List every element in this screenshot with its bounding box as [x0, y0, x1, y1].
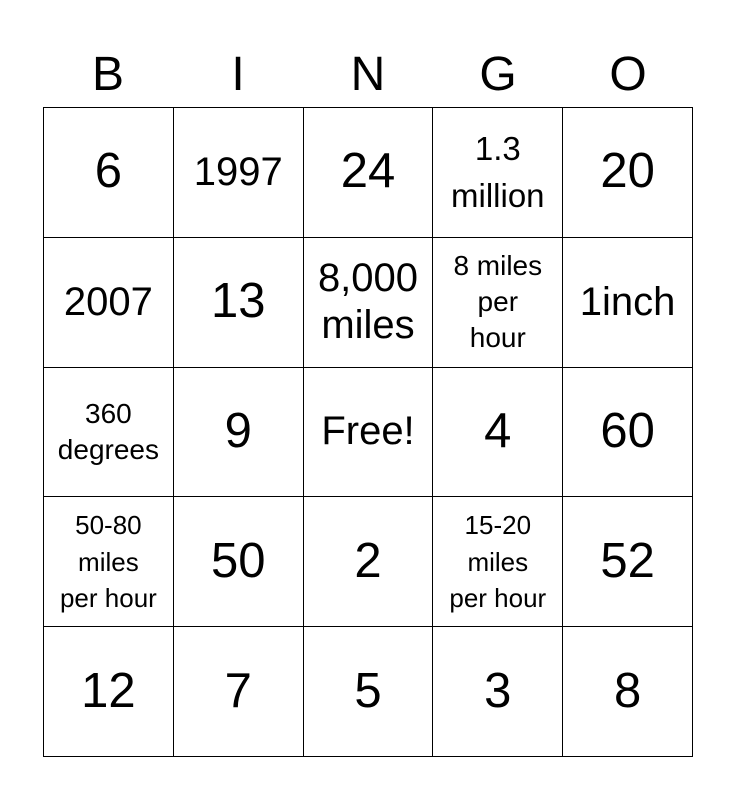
bingo-cell[interactable]: 1inch: [563, 238, 693, 368]
bingo-cell[interactable]: 1.3 million: [433, 108, 563, 238]
bingo-cell[interactable]: 50-80 miles per hour: [44, 497, 174, 627]
bingo-cell[interactable]: 8,000 miles: [304, 238, 434, 368]
bingo-cell[interactable]: 6: [44, 108, 174, 238]
bingo-cell[interactable]: 12: [44, 627, 174, 757]
bingo-cell[interactable]: 360 degrees: [44, 368, 174, 498]
bingo-cell[interactable]: 3: [433, 627, 563, 757]
bingo-cell[interactable]: 50: [174, 497, 304, 627]
bingo-cell[interactable]: 9: [174, 368, 304, 498]
bingo-cell[interactable]: 60: [563, 368, 693, 498]
bingo-cell[interactable]: 4: [433, 368, 563, 498]
free-space-cell[interactable]: Free!: [304, 368, 434, 498]
header-letter-i: I: [231, 48, 245, 101]
bingo-cell[interactable]: 7: [174, 627, 304, 757]
header-letter-o: O: [609, 48, 647, 101]
bingo-header: [43, 44, 693, 106]
bingo-cell[interactable]: 13: [174, 238, 304, 368]
bingo-cell[interactable]: 5: [304, 627, 434, 757]
bingo-grid: [43, 107, 693, 757]
bingo-cell[interactable]: 1997: [174, 108, 304, 238]
bingo-cell[interactable]: 15-20 miles per hour: [433, 497, 563, 627]
header-letter-n: N: [350, 48, 386, 101]
header-letter-g: G: [479, 48, 517, 101]
bingo-cell[interactable]: 52: [563, 497, 693, 627]
bingo-cell[interactable]: 2007: [44, 238, 174, 368]
bingo-cell[interactable]: 2: [304, 497, 434, 627]
bingo-cell[interactable]: 8 miles per hour: [433, 238, 563, 368]
bingo-cell[interactable]: 8: [563, 627, 693, 757]
bingo-cell[interactable]: 24: [304, 108, 434, 238]
header-letter-b: B: [91, 48, 124, 101]
bingo-cell[interactable]: 20: [563, 108, 693, 238]
